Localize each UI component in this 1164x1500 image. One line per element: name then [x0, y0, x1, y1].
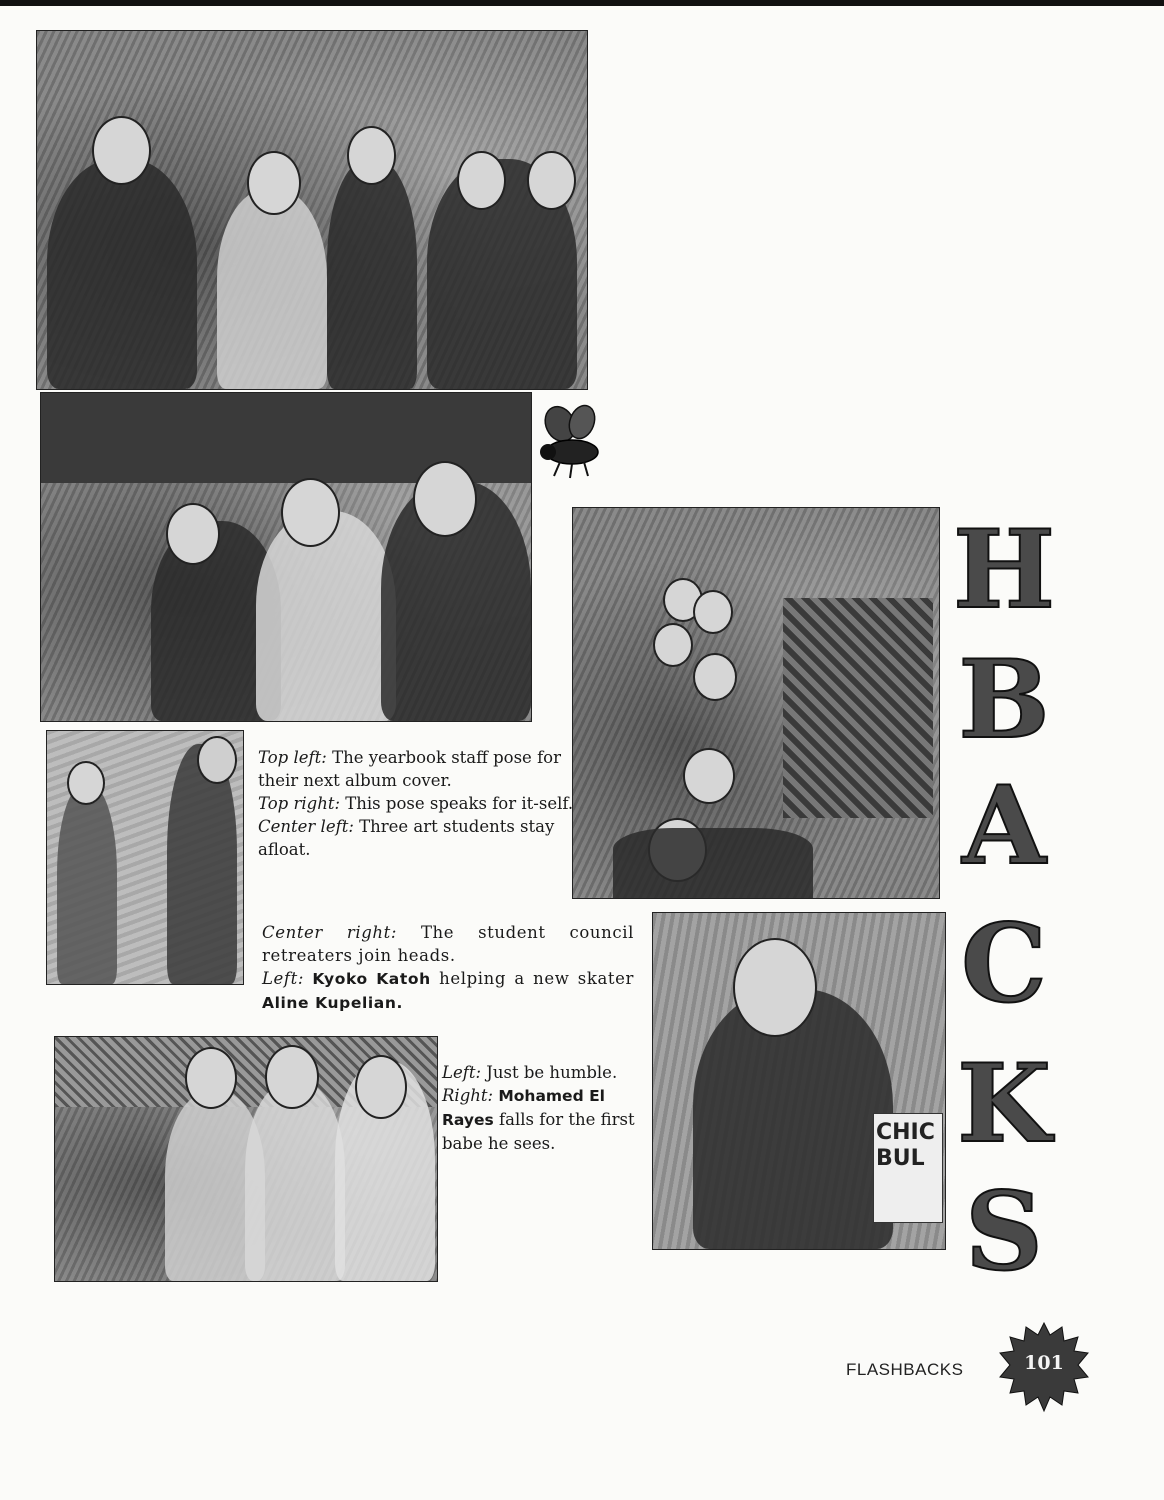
photo-mohamed-el-rayes — [652, 912, 946, 1250]
caption-left-skater: Left: Kyoko Katoh helping a new skater Aline Kupelian. — [262, 969, 634, 1012]
caption-block-bottom — [442, 1061, 638, 1155]
title-letter-s: S — [965, 1169, 1043, 1295]
title-letter-b: B — [958, 637, 1050, 763]
section-name: FLASHBACKS — [846, 1360, 964, 1379]
caption-just-be-humble: Left: Just be humble. — [442, 1063, 618, 1082]
caption-top-left: Top left: The yearbook staff pose for their next album cover. — [258, 748, 561, 790]
caption-block-top — [258, 746, 576, 861]
photo-yearbook-staff — [36, 30, 588, 390]
title-letter-c: C — [961, 901, 1047, 1027]
photo-three-girls — [54, 1036, 438, 1282]
caption-center-right: Center right: The student council retreaters join heads. — [262, 923, 634, 965]
title-letter-h: H — [952, 507, 1056, 633]
title-letter-a: A — [962, 763, 1046, 889]
title-letter-k: K — [957, 1041, 1051, 1167]
page-top-edge — [0, 0, 1164, 6]
photo-student-council — [572, 507, 940, 899]
shirt-print: CHIC BUL — [873, 1113, 943, 1223]
bee-icon — [530, 402, 614, 486]
caption-mohamed: Right: Mohamed El Rayes falls for the first babe he sees. — [442, 1086, 635, 1153]
photo-skaters — [46, 730, 244, 985]
page-number: 101 — [1024, 1352, 1064, 1374]
photo-art-students — [40, 392, 532, 722]
caption-center-left: Center left: Three art students stay afloat. — [258, 817, 555, 859]
caption-block-middle — [262, 921, 634, 1015]
caption-top-right: Top right: This pose speaks for it-self. — [258, 794, 574, 813]
